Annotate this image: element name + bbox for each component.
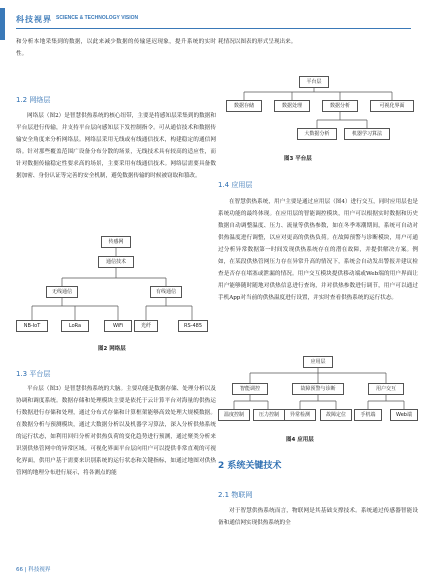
figure-4-application-diagram <box>218 355 418 451</box>
fig2-leaf-wifi: WiFi <box>104 320 132 332</box>
header-accent-bar <box>0 8 5 40</box>
fig2-leaf-rs485: RS-485 <box>178 320 208 332</box>
heading-key-technologies: 2 系统关键技术 <box>218 461 282 471</box>
figure-2-network-diagram <box>16 234 216 364</box>
application-layer-paragraph: 在智慧供热系统，用户主要是通过应用层（图4）进行交互，同时应用层也是系统功能的最终体现。在应用层的智能调控模块，用户可以根据实时数据和历史数据自动调整温度、压力、流量等供热参数，如在冬季寒潮期间，系统可自动对供热温度进行调整，以应对更高的供热负荷。在故障预警与诊断模块，用户可通过分析异常数据第一时间发现供热系统存在的潜在故障，并提供解决方案。例如，在某段供热管网压力存在异常升高的情况下，系统会自动发出警报并建议检查是否存在堵塞或泄漏的情况。用户交互模块提供移动端或Web端的用户界面让用户能够随时随地对供热信息进行查询，并对供热参数进行调节，用户可以通过手机App对当前的供热温度进行设置，并实时查看供热系统的运行状态。 <box>218 199 418 301</box>
page-footer: 66 | 科技视界 <box>16 567 51 573</box>
fig2-leaf-nbiot: NB-IoT <box>16 320 48 332</box>
fig3-node-analysis: 数据分析 <box>322 100 358 112</box>
journal-title-cn: 科技视界 <box>16 14 52 24</box>
figure-3-platform-diagram <box>222 74 417 170</box>
fig3-node-storage: 数据存储 <box>226 100 262 112</box>
fig2-leaf-fiber: 光纤 <box>134 320 158 332</box>
fig4-leaf-mobile: 手机端 <box>354 409 382 421</box>
header-divider <box>16 28 411 29</box>
fig3-root-node: 平台层 <box>299 76 329 88</box>
figure-4-caption: 图4 应用层 <box>286 437 314 443</box>
fig4-leaf-temp-control: 温度控制 <box>218 409 250 421</box>
heading-application-layer: 1.4 应用层 <box>218 181 253 189</box>
right-intro-paragraph: 耗情况以图表的形式呈现出来。 <box>218 39 297 45</box>
fig4-leaf-pressure-control: 压力控制 <box>253 409 285 421</box>
fig4-leaf-fault-locate: 故障定位 <box>320 409 352 421</box>
fig3-sub-ml: 机器学习算法 <box>344 128 390 140</box>
fig4-leaf-web: Web端 <box>390 409 418 421</box>
fig2-root-node: 传感网 <box>101 236 131 248</box>
figure-3-caption: 图3 平台层 <box>284 156 312 162</box>
iot-paragraph: 对于智慧供热系统而言，物联网是其基础支撑技术。系统通过传感器智能设备和通信网实现供热系统的全 <box>218 508 418 526</box>
fig2-comm-tech-node: 通信技术 <box>98 256 134 268</box>
network-layer-paragraph: 网络层（图2）是智慧供热系统的核心纽带，主要是将感知层采集到的数据和平台层进行传输，并支持平台层向感知层下发控制指令。可从通信技术和数据传输安全角度来分析网络层。网络层采用无线或有线通信技术，构建稳定的通信网络。针对那些覆盖范围广设备分布分散的场景，无线技术具有较高的适应性，而针对数据传输稳定性要求高的场景，主要采用有线通信技术。网络层需要具备数据加密、身份认证等完善的安全机制，避免数据传输的时候被窃取和篡改。 <box>16 113 216 179</box>
fig3-node-processing: 数据处理 <box>274 100 310 112</box>
platform-layer-paragraph: 平台层（图3）是智慧供热系统的大脑。主要功能是数据存储、处理分析以及协调和调度系统。数据存储和处理模块主要是依托于云计算平台对海量的供热运行数据进行存储和处理，通过分布式存储和计算框架能够高效处理大规模数据。在数据分析与预测模块，通过大数据分析以及机器学习算法，深入分析供热系统的运行状态，如利用回归分析对供热负荷的变化趋势进行预测，通过聚类分析来识别供热管网中的异常区域。可视化界面平台层向用户可以提供非常直观的可视化界面，供用户基于需要来识别系统的运行状态和关键指标，如通过地图对供热管网的地理分布进行展示，将各测点的能 <box>16 386 216 476</box>
heading-platform-layer: 1.3 平台层 <box>16 370 51 378</box>
fig4-leaf-anomaly-detect: 异常检测 <box>284 409 316 421</box>
fig4-mid-smart-control: 智能调控 <box>232 383 268 395</box>
heading-iot: 2.1 物联网 <box>218 491 253 499</box>
fig2-wireless-node: 无线通信 <box>46 286 78 298</box>
fig4-mid-user-interaction: 用户交互 <box>368 383 404 395</box>
fig2-leaf-lora: LoRa <box>61 320 89 332</box>
fig4-mid-fault-warning: 故障预警与诊断 <box>292 383 344 395</box>
fig3-sub-bigdata: 大数据分析 <box>297 128 337 140</box>
journal-title-en: SCIENCE & TECHNOLOGY VISION <box>56 15 139 21</box>
heading-network-layer: 1.2 网络层 <box>16 96 51 104</box>
fig4-root-node: 应用层 <box>303 356 333 368</box>
fig3-node-visualization: 可视化界面 <box>370 100 414 112</box>
left-intro-paragraph: 和分析本地采集到的数据，以此来减少数据的传输延迟现象，提升系统的实时性。 <box>16 39 216 57</box>
fig2-wired-node: 有线通信 <box>150 286 182 298</box>
figure-2-caption: 图2 网络层 <box>98 346 126 352</box>
